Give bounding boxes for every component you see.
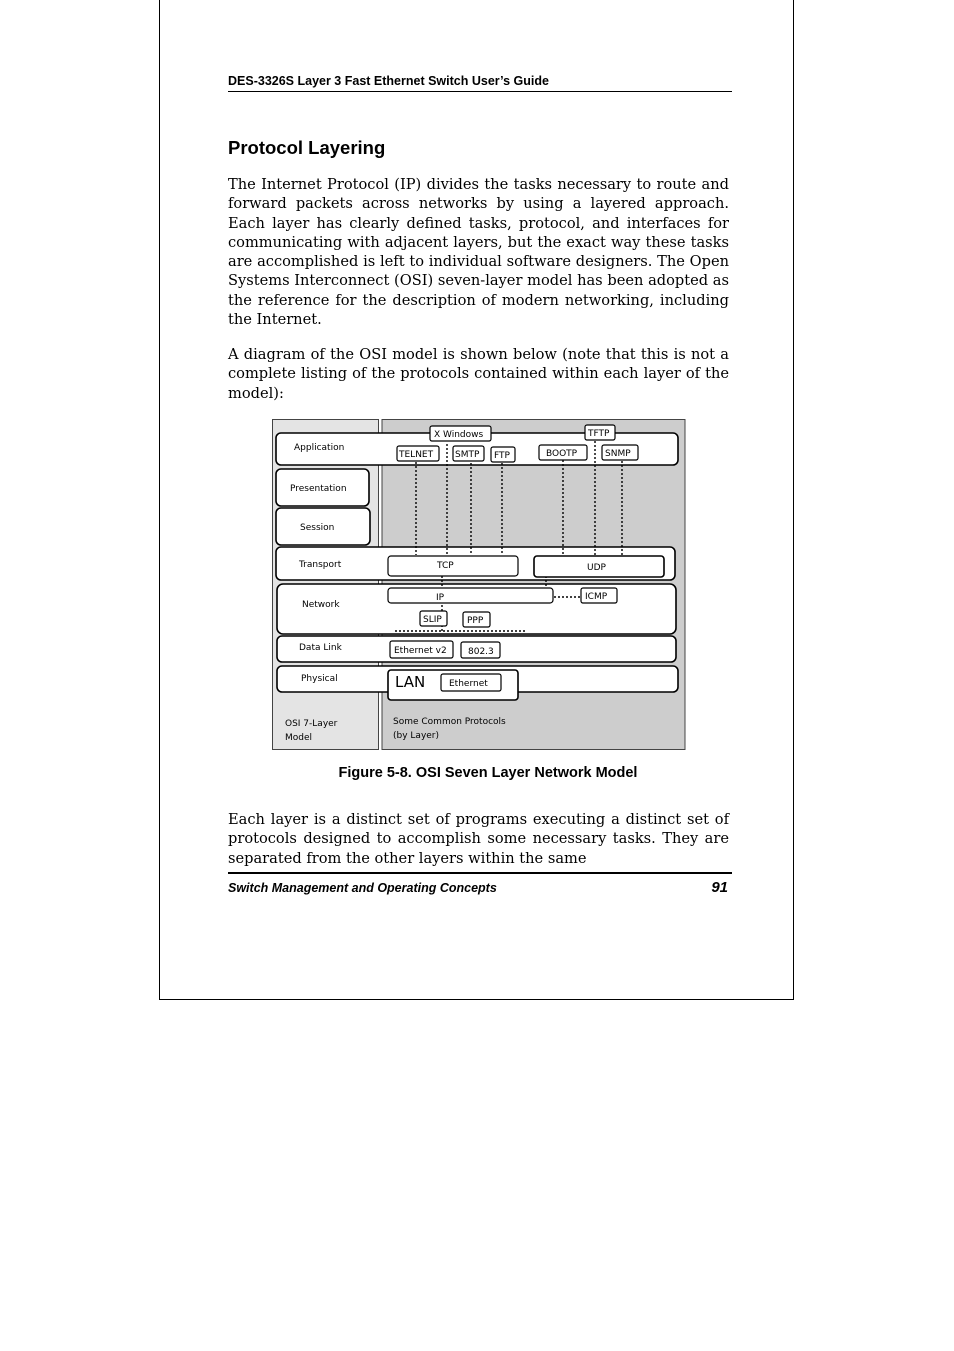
ip-label: IP: [436, 593, 445, 603]
left-caption-line2: Model: [285, 733, 313, 743]
footer-section-title: Switch Management and Operating Concepts: [228, 881, 497, 895]
ethernet-label: Ethernet: [449, 679, 488, 689]
left-caption-line1: OSI 7-Layer: [285, 719, 338, 729]
layer-label-transport: Transport: [299, 560, 342, 570]
layer-label-physical: Physical: [301, 674, 338, 684]
ethernet-v2-label: Ethernet v2: [394, 646, 447, 656]
bootp-label: BOOTP: [546, 449, 578, 459]
lan-label: LAN: [395, 673, 426, 691]
footer-rule: [228, 872, 732, 874]
snmp-label: SNMP: [605, 449, 631, 459]
ip-box: [388, 588, 553, 603]
layer-label-presentation: Presentation: [290, 484, 347, 494]
ftp-label: FTP: [494, 451, 510, 461]
paragraph-intro: The Internet Protocol (IP) divides the tasks necessary to route and forward packets across networks by using a layered approach. Each layer has clearly defined tasks, protocol, and interfaces for communicating with adjacent layers, but the exact way these tasks are accomplished is left to individual software designers. The Open Systems Interconnect (OSI) seven-layer model has been adopted as the reference for the description of modern networking, including the Internet.: [228, 176, 729, 329]
ppp-label: PPP: [467, 616, 484, 626]
figure-caption: Figure 5-8. OSI Seven Layer Network Model: [338, 765, 638, 781]
paragraph-diagram-note: A diagram of the OSI model is shown below (note that this is not a complete listing of the protocols contained within each layer of the model):: [228, 346, 729, 402]
smtp-label: SMTP: [455, 450, 480, 460]
section-title: Protocol Layering: [228, 137, 386, 158]
paragraph-layers: Each layer is a distinct set of programs executing a distinct set of protocols designed to accomplish some necessary tasks. They are separated from the other layers within the same: [228, 811, 729, 867]
tftp-label: TFTP: [588, 429, 610, 439]
osi-model-figure: [272, 419, 686, 750]
right-caption-line2: (by Layer): [393, 731, 440, 741]
right-caption-line1: Some Common Protocols: [393, 717, 506, 727]
ieee8023-label: 802.3: [468, 647, 494, 657]
layer-label-datalink: Data Link: [299, 643, 342, 653]
layer-label-application: Application: [294, 443, 345, 453]
header-rule: [228, 91, 732, 92]
layer-label-network: Network: [302, 600, 340, 610]
icmp-label: ICMP: [585, 592, 608, 602]
telnet-label: TELNET: [399, 450, 434, 460]
running-header: DES-3326S Layer 3 Fast Ethernet Switch User’s Guide: [228, 74, 549, 88]
tcp-label: TCP: [437, 561, 454, 571]
page-number: 91: [711, 879, 728, 896]
udp-label: UDP: [587, 563, 606, 573]
slip-label: SLIP: [423, 615, 442, 625]
xwindows-label: X Windows: [434, 430, 484, 440]
layer-label-session: Session: [300, 523, 335, 533]
